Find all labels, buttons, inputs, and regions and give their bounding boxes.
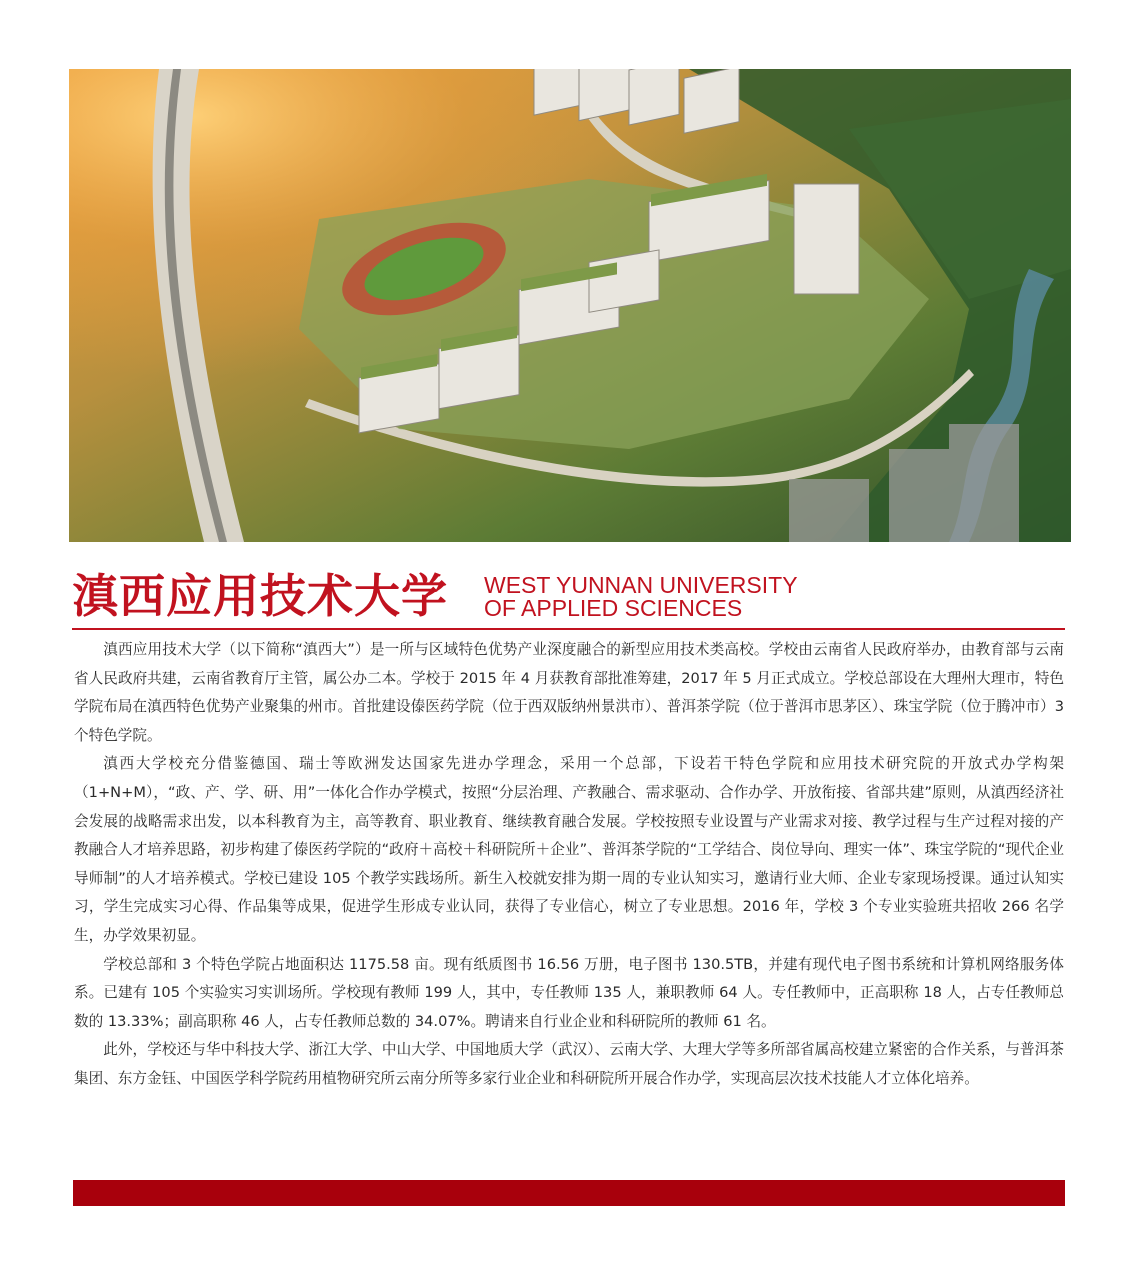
campus-illustration bbox=[69, 69, 1071, 542]
english-title-line-2: OF APPLIED SCIENCES bbox=[484, 595, 743, 621]
paragraph-partnerships: 此外，学校还与华中科技大学、浙江大学、中山大学、中国地质大学（武汉）、云南大学、大理大学等多所部省属高校建立紧密的合作关系，与普洱茶集团、东方金钰、中国医学科学院药用植物研究所云南分所等多家行业企业和科研院所开展合作办学，实现高层次技术技能人才立体化培养。 bbox=[74, 1041, 1064, 1087]
title-divider bbox=[72, 628, 1065, 630]
title-block bbox=[72, 565, 1067, 627]
paragraph-facilities-staff: 学校总部和 3 个特色学院占地面积达 1175.58 亩。现有纸质图书 16.56 万册，电子图书 130.5TB，并建有现代电子图书系统和计算机网络服务体系。已建有 105 个实验实习实训场所。学校现有教师 199 人，其中，专任教师 135 人，兼职教师 64 人。专任教师中，正高职称 18 人，占专任教师总数的 13.33%；副高职称 46 人，占专任教师总数的 34.07%。聘请来自行业企业和科研院所的教师 61 名。 bbox=[74, 955, 1064, 1030]
english-title bbox=[484, 574, 798, 620]
bottom-red-bar bbox=[73, 1180, 1065, 1206]
paragraph-education-model: 滇西大学校充分借鉴德国、瑞士等欧洲发达国家先进办学理念，采用一个总部，下设若干特色学院和应用技术研究院的开放式办学构架（1+N+M），“政、产、学、研、用”一体化合作办学模式，按照“分层治理、产教融合、需求驱动、合作办学、开放衔接、省部共建”原则，从滇西经济社会发展的战略需求出发，以本科教育为主，高等教育、职业教育、继续教育融合发展。学校按照专业设置与产业需求对接、教学过程与生产过程对接的产教融合人才培养思路，初步构建了傣医药学院的“政府＋高校＋科研院所＋企业”、普洱茶学院的“工学结合、岗位导向、理实一体”、珠宝学院的“现代企业导师制”的人才培养模式。学校已建设 105 个教学实践场所。新生入校就安排为期一周的专业认知实习，邀请行业大师、企业专家现场授课。通过认知实习，学生完成实习心得、作品集等成果，促进学生形成专业认同，获得了专业信心，树立了专业思想。2016 年，学校 3 个专业实验班共招收 266 名学生，办学效果初显。 bbox=[74, 755, 1064, 944]
chinese-title: 滇西应用技术大学 bbox=[72, 569, 448, 623]
article-body bbox=[74, 636, 1064, 1094]
paragraph-intro: 滇西应用技术大学（以下简称“滇西大”）是一所与区域特色优势产业深度融合的新型应用技术类高校。学校由云南省人民政府举办，由教育部与云南省人民政府共建，云南省教育厅主管，属公办二本。学校于 2015 年 4 月获教育部批准筹建，2017 年 5 月正式成立。学校总部设在大理州大理市，特色学院布局在滇西特色优势产业聚集的州市。首批建设傣医药学院（位于西双版纳州景洪市）、普洱茶学院（位于普洱市思茅区）、珠宝学院（位于腾冲市）3 个特色学院。 bbox=[74, 641, 1064, 744]
campus-aerial-image bbox=[69, 69, 1071, 542]
english-title-line-1: WEST YUNNAN UNIVERSITY bbox=[484, 572, 798, 598]
